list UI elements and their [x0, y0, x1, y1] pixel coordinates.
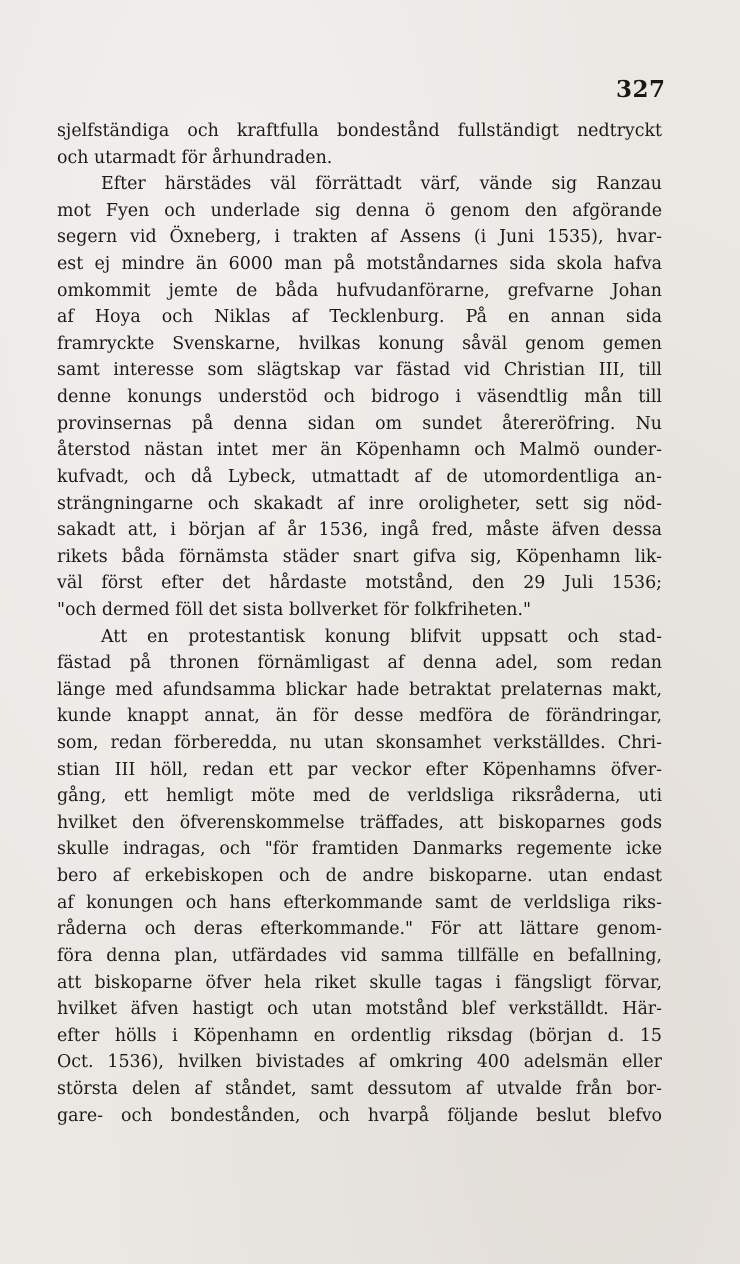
text-line: hvilket den öfverenskommelse träffades, att biskoparnes gods [57, 812, 662, 833]
text-line: est ej mindre än 6000 man på motståndarnes sida skola hafva [57, 254, 662, 275]
text-line: Att en protestantisk konung blifvit uppsatt och stad- [101, 626, 662, 647]
text-line: gång, ett hemligt möte med de verldsliga riksråderna, uti [57, 786, 662, 807]
text-line: mot Fyen och underlade sig denna ö genom den afgörande [57, 200, 662, 221]
text-line: af konungen och hans efterkommande samt de verldsliga riks- [57, 892, 662, 913]
text-line: länge med afundsamma blickar hade betraktat prelaternas makt, [57, 679, 662, 700]
text-line: sjelfständiga och kraftfulla bondestånd fullständigt nedtryckt [57, 121, 662, 141]
text-line: af Hoya och Niklas af Tecklenburg. På en annan sida [57, 307, 662, 328]
page-number: 327 [616, 76, 666, 103]
text-line: strängningarne och skakadt af inre oroligheter, sett sig nöd- [57, 493, 662, 514]
text-line: "och dermed föll det sista bollverket för folkfriheten." [57, 599, 531, 620]
body-text [57, 118, 662, 1129]
text-line: Oct. 1536), hvilken bivistades af omkring 400 adelsmän eller [57, 1052, 662, 1073]
text-line: omkommit jemte de båda hufvudanförarne, grefvarne Johan [57, 280, 662, 301]
text-line: provinsernas på denna sidan om sundet återeröfring. Nu [57, 413, 662, 434]
text-line: väl först efter det hårdaste motstånd, den 29 Juli 1536; [57, 573, 662, 594]
text-line: hvilket äfven hastigt och utan motstånd blef verkställdt. Här- [57, 999, 662, 1020]
text-line: samt interesse som slägtskap var fästad vid Christian III, till [57, 360, 662, 381]
text-line: gare- och bondestånden, och hvarpå följande beslut blefvo [57, 1105, 662, 1126]
text-line: sakadt att, i början af år 1536, ingå fred, måste äfven dessa [57, 520, 662, 541]
text-line: segern vid Öxneberg, i trakten af Assens (i Juni 1535), hvar- [57, 227, 662, 248]
text-line: bero af erkebiskopen och de andre biskoparne. utan endast [57, 866, 662, 887]
text-line: framryckte Svenskarne, hvilkas konung såväl genom gemen [57, 333, 662, 354]
text-line: som, redan förberedda, nu utan skonsamhet verkställdes. Chri- [57, 733, 662, 754]
text-line: återstod nästan intet mer än Köpenhamn och Malmö ounder- [57, 440, 662, 461]
text-line: skulle indragas, och "för framtiden Danmarks regemente icke [57, 839, 662, 860]
text-line: fästad på thronen förnämligast af denna adel, som redan [57, 653, 662, 674]
text-line: största delen af ståndet, samt dessutom af utvalde från bor- [57, 1078, 662, 1099]
text-line: kufvadt, och då Lybeck, utmattadt af de utomordentliga an- [57, 466, 662, 487]
text-line: kunde knappt annat, än för desse medföra de förändringar, [57, 706, 662, 727]
text-line: råderna och deras efterkommande." För att lättare genom- [57, 919, 662, 940]
text-line: denne konungs understöd och bidrogo i väsendtlig mån till [57, 387, 662, 408]
text-line: Efter härstädes väl förrättadt värf, vände sig Ranzau [101, 174, 662, 195]
text-line: stian III höll, redan ett par veckor efter Köpenhamns öfver- [57, 759, 662, 780]
text-line: att biskoparne öfver hela riket skulle tagas i fängsligt förvar, [57, 972, 662, 993]
text-line: efter hölls i Köpenhamn en ordentlig riksdag (början d. 15 [57, 1025, 662, 1046]
text-line: föra denna plan, utfärdades vid samma tillfälle en befallning, [57, 945, 662, 966]
text-line: och utarmadt för århundraden. [57, 147, 333, 168]
text-line: rikets båda förnämsta städer snart gifva sig, Köpenhamn lik- [57, 546, 662, 567]
